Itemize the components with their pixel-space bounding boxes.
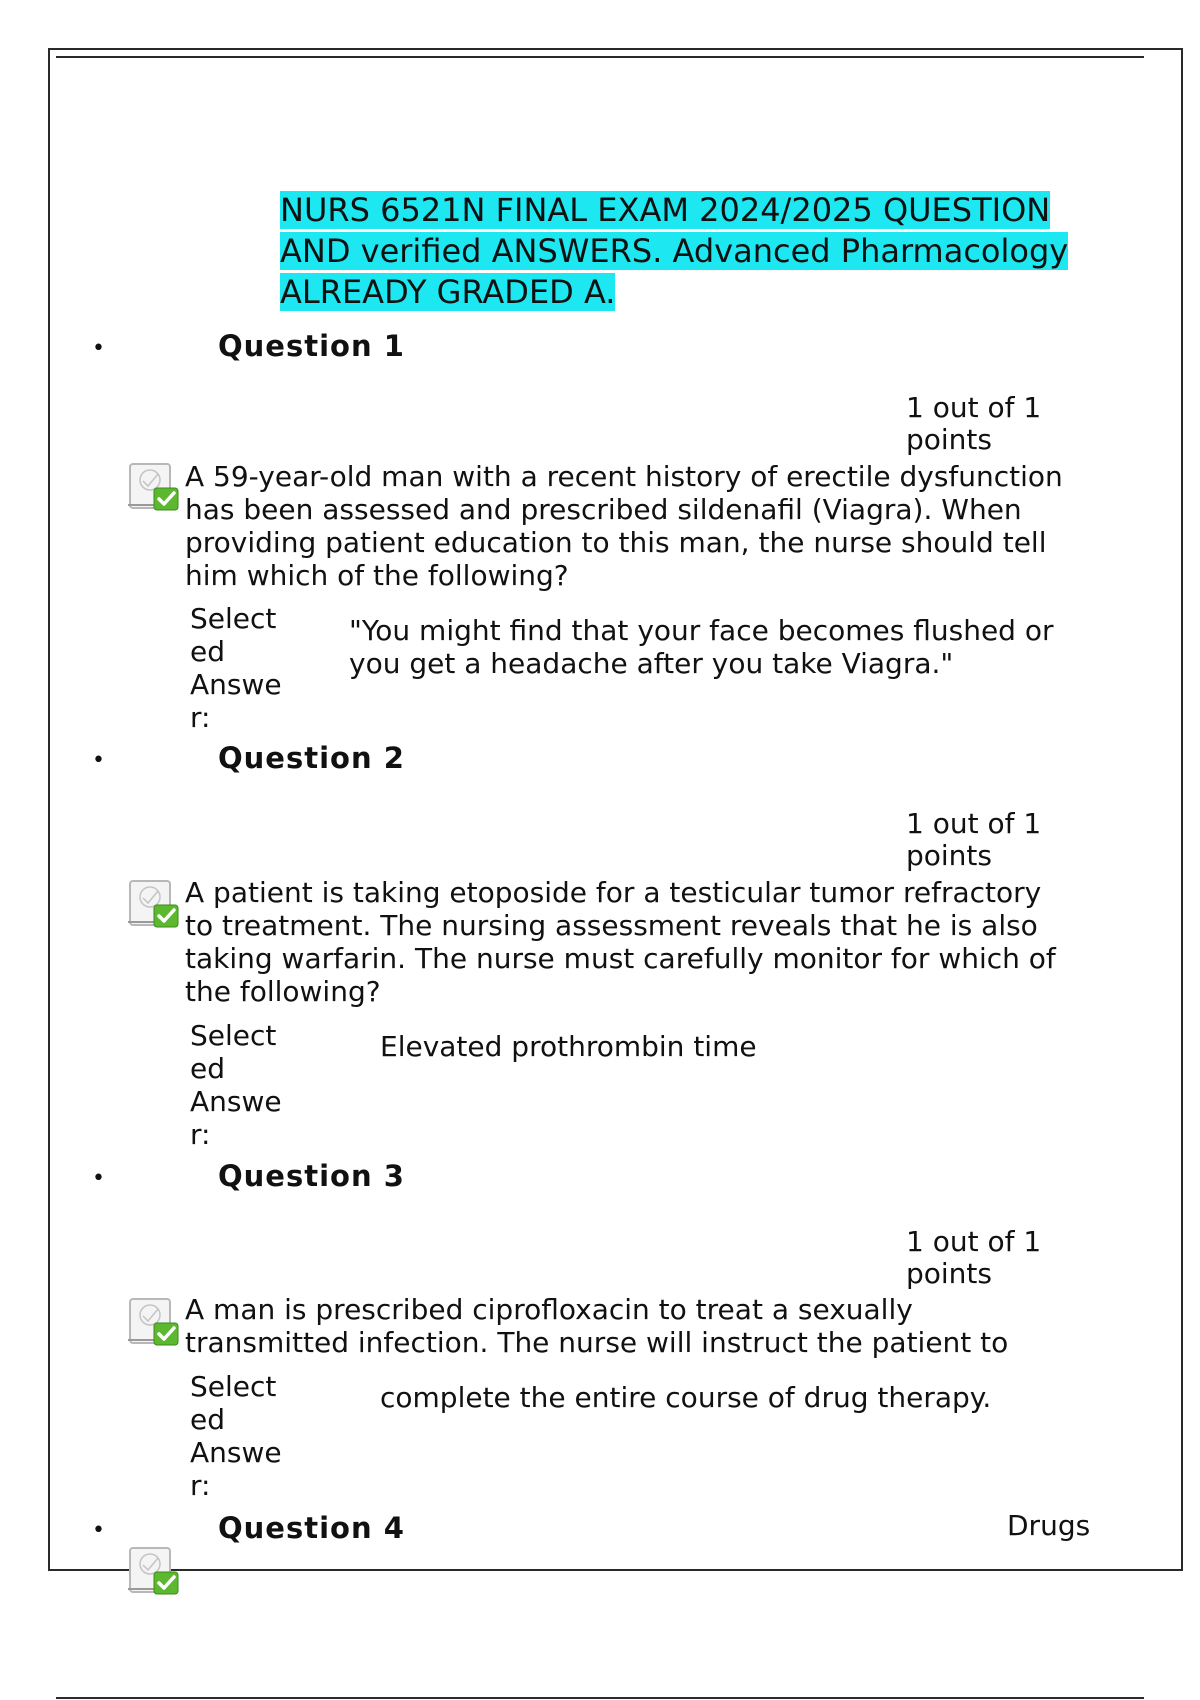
question-heading: Question 2 (218, 741, 405, 775)
title-highlight: NURS 6521N FINAL EXAM 2024/2025 QUESTION AND verified ANSWERS. Advanced Pharmacology ALREADY GRADED A. (280, 191, 1069, 311)
bottom-rule (56, 1697, 1144, 1699)
top-rule (56, 56, 1144, 58)
correct-check-icon (128, 1295, 180, 1347)
selected-answer: "You might find that your face becomes flushed or you get a headache after you take Viagra." (349, 614, 1054, 680)
side-label: Drugs (1007, 1509, 1091, 1542)
question-points: 1 out of 1 points (906, 1225, 1042, 1290)
document-title (280, 190, 1110, 313)
question-heading: Question 1 (218, 329, 405, 363)
question-points: 1 out of 1 points (906, 391, 1042, 456)
list-bullet: • (92, 1166, 105, 1191)
selected-answer-label: Select ed Answe r: (190, 1019, 282, 1151)
list-bullet: • (92, 336, 105, 361)
list-bullet: • (92, 748, 105, 773)
question-heading: Question 4 (218, 1511, 405, 1545)
question-text: A man is prescribed ciprofloxacin to treat a sexually transmitted infection. The nurse will instruct the patient to (185, 1293, 1009, 1359)
question-heading: Question 3 (218, 1159, 405, 1193)
selected-answer-label: Select ed Answe r: (190, 1370, 282, 1502)
correct-check-icon (128, 460, 180, 512)
correct-check-icon (128, 877, 180, 929)
selected-answer-label: Select ed Answe r: (190, 602, 282, 734)
selected-answer: Elevated prothrombin time (380, 1030, 757, 1063)
question-text: A 59-year-old man with a recent history of erectile dysfunction has been assessed and prescribed sildenafil (Viagra). When providing patient education to this man, the nurse should tell him which of the following? (185, 460, 1063, 592)
question-points: 1 out of 1 points (906, 807, 1042, 872)
list-bullet: • (92, 1518, 105, 1543)
selected-answer: complete the entire course of drug therapy. (380, 1381, 992, 1414)
correct-check-icon (128, 1544, 180, 1596)
question-text: A patient is taking etoposide for a testicular tumor refractory to treatment. The nursing assessment reveals that he is also taking warfarin. The nurse must carefully monitor for which of the following? (185, 876, 1056, 1008)
